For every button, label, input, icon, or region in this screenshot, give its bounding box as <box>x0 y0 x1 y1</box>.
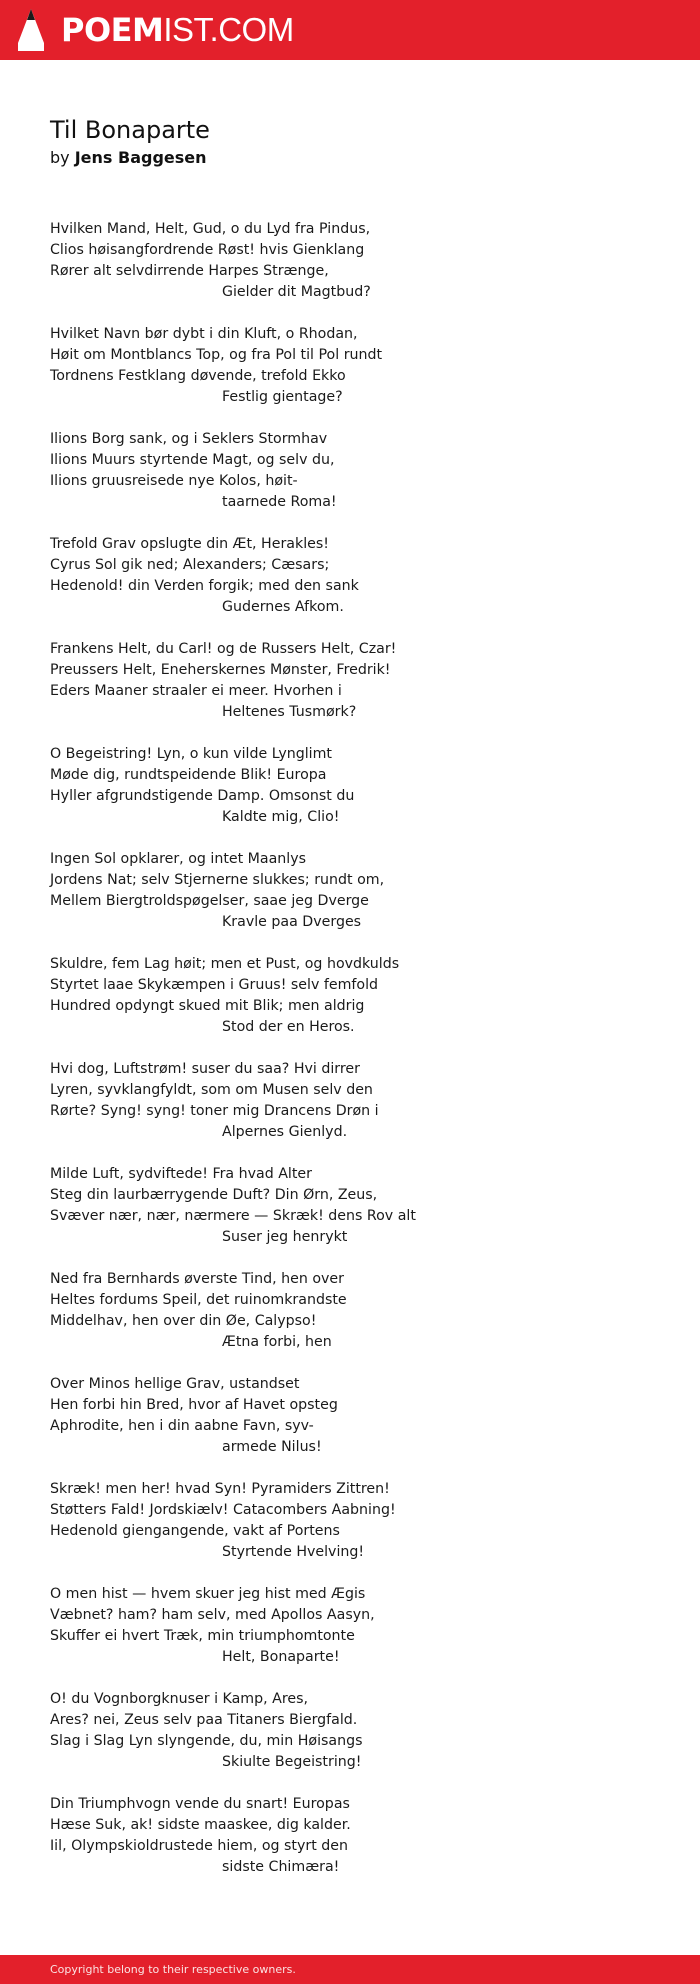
poem-line: Hvilken Mand, Helt, Gud, o du Lyd fra Pindus, <box>50 221 371 237</box>
stanza <box>50 219 670 303</box>
stanza <box>50 1689 670 1773</box>
poem-line: Ilions Muurs styrtende Magt, og selv du, <box>50 452 335 468</box>
poem-line: Heltes fordums Speil, det ruinomkrandste <box>50 1292 347 1308</box>
stanza <box>50 534 670 618</box>
poem-line: Svæver nær, nær, nærmere — Skræk! dens Rov alt <box>50 1208 416 1224</box>
poem-line: Rørte? Syng! syng! toner mig Drancens Drøn i <box>50 1103 379 1119</box>
poem-line-indented: Festlig gientage? <box>222 389 343 405</box>
poem-line: Ilions Borg sank, og i Seklers Stormhav <box>50 431 328 447</box>
by-label: by <box>50 148 70 167</box>
poem-line: Mellem Biergtroldspøgelser, saae jeg Dverge <box>50 893 369 909</box>
poem-line: Ilions gruusreisede nye Kolos, høit- <box>50 473 298 489</box>
poem-line: Hen forbi hin Bred, hvor af Havet opsteg <box>50 1397 338 1413</box>
poem-line-indented: Kravle paa Dverges <box>222 914 362 930</box>
poem-line: Lyren, syvklangfyldt, som om Musen selv den <box>50 1082 373 1098</box>
poem-line-indented: Skiulte Begeistring! <box>222 1754 362 1770</box>
poem-line: Ned fra Bernhards øverste Tind, hen over <box>50 1271 344 1287</box>
poem-line: Slag i Slag Lyn slyngende, du, min Høisangs <box>50 1733 363 1749</box>
poem-line: O men hist — hvem skuer jeg hist med Ægis <box>50 1586 366 1602</box>
poem-line: Møde dig, rundtspeidende Blik! Europa <box>50 767 327 783</box>
poem-title: Til Bonaparte <box>50 116 210 144</box>
poem-line-indented: Suser jeg henrykt <box>222 1229 348 1245</box>
poem-line-indented: Alpernes Gienlyd. <box>222 1124 348 1140</box>
poem-line: O! du Vognborgknuser i Kamp, Ares, <box>50 1691 308 1707</box>
poem-line: Støtters Fald! Jordskiælv! Catacombers Aabning! <box>50 1502 396 1518</box>
poem-byline <box>50 147 207 169</box>
stanza <box>50 429 670 513</box>
poem-line: Aphrodite, hen i din aabne Favn, syv- <box>50 1418 314 1434</box>
poem-line: Hundred opdyngt skued mit Blik; men aldrig <box>50 998 365 1014</box>
poem-line: Hæse Suk, ak! sidste maaskee, dig kalder. <box>50 1817 351 1833</box>
poem-line-indented: Helt, Bonaparte! <box>222 1649 340 1665</box>
stanza <box>50 744 670 828</box>
poem-line: Trefold Grav opslugte din Æt, Herakles! <box>50 536 329 552</box>
poem-line: Jordens Nat; selv Stjernerne slukkes; rundt om, <box>50 872 385 888</box>
poem-line: Clios høisangfordrende Røst! hvis Gienklang <box>50 242 365 258</box>
poem-line: Over Minos hellige Grav, ustandset <box>50 1376 300 1392</box>
poem-line: Væbnet? ham? ham selv, med Apollos Aasyn, <box>50 1607 375 1623</box>
logo-bold-text: POEM <box>61 11 164 49</box>
poem-line: Ingen Sol opklarer, og intet Maanlys <box>50 851 307 867</box>
poem-line: Hvilket Navn bør dybt i din Kluft, o Rhodan, <box>50 326 358 342</box>
poem-line: Iil, Olympskioldrustede hiem, og styrt den <box>50 1838 349 1854</box>
stanza <box>50 1584 670 1668</box>
poem-line: O Begeistring! Lyn, o kun vilde Lynglimt <box>50 746 332 762</box>
poem-line: Tordnens Festklang døvende, trefold Ekko <box>50 368 346 384</box>
poem-line: Steg din laurbærrygende Duft? Din Ørn, Zeus, <box>50 1187 378 1203</box>
stanza <box>50 639 670 723</box>
poem-line: Skuldre, fem Lag høit; men et Pust, og hovdkulds <box>50 956 400 972</box>
poem-line-indented: sidste Chimæra! <box>222 1859 340 1875</box>
poem-line: Milde Luft, sydviftede! Fra hvad Alter <box>50 1166 312 1182</box>
stanza <box>50 1269 670 1353</box>
poem-line: Høit om Montblancs Top, og fra Pol til Pol rundt <box>50 347 383 363</box>
stanza <box>50 324 670 408</box>
poem-body <box>50 219 670 1899</box>
poem-line: Skuffer ei hvert Træk, min triumphomtonte <box>50 1628 355 1644</box>
poem-line: Frankens Helt, du Carl! og de Russers Helt, Czar! <box>50 641 397 657</box>
poem-line: Rører alt selvdirrende Harpes Strænge, <box>50 263 329 279</box>
logo-light-text: IST.COM <box>163 11 294 48</box>
poem-line: Hedenold! din Verden forgik; med den sank <box>50 578 359 594</box>
poem-line-indented: Styrtende Hvelving! <box>222 1544 365 1560</box>
poem-line: Styrtet laae Skykæmpen i Gruus! selv femfold <box>50 977 379 993</box>
poem-line-indented: taarnede Roma! <box>222 494 337 510</box>
poem-line: Eders Maaner straaler ei meer. Hvorhen i <box>50 683 342 699</box>
author-link[interactable]: Jens Baggesen <box>74 148 207 167</box>
poem-line: Middelhav, hen over din Øe, Calypso! <box>50 1313 317 1329</box>
stanza <box>50 1164 670 1248</box>
poem-line-indented: Heltenes Tusmørk? <box>222 704 357 720</box>
poem-line: Din Triumphvogn vende du snart! Europas <box>50 1796 350 1812</box>
poem-line: Hvi dog, Luftstrøm! suser du saa? Hvi dirrer <box>50 1061 360 1077</box>
poem-line: Skræk! men her! hvad Syn! Pyramiders Zittren! <box>50 1481 390 1497</box>
poem-line: Preussers Helt, Eneherskernes Mønster, Fredrik! <box>50 662 391 678</box>
poem-line-indented: Kaldte mig, Clio! <box>222 809 340 825</box>
poem-line: Cyrus Sol gik ned; Alexanders; Cæsars; <box>50 557 330 573</box>
site-header <box>0 0 700 60</box>
stanza <box>50 1059 670 1143</box>
poem-line-indented: armede Nilus! <box>222 1439 322 1455</box>
site-logo[interactable] <box>61 10 294 50</box>
pencil-tip-icon[interactable] <box>18 9 44 51</box>
stanza <box>50 954 670 1038</box>
poem-line-indented: Gudernes Afkom. <box>222 599 344 615</box>
poem-line-indented: Gielder dit Magtbud? <box>222 284 371 300</box>
stanza <box>50 1794 670 1878</box>
copyright-text: Copyright belong to their respective owners. <box>50 1963 296 1976</box>
stanza <box>50 849 670 933</box>
poem-line: Ares? nei, Zeus selv paa Titaners Biergfald. <box>50 1712 358 1728</box>
poem-line-indented: Ætna forbi, hen <box>222 1334 332 1350</box>
poem-line: Hedenold giengangende, vakt af Portens <box>50 1523 340 1539</box>
stanza <box>50 1374 670 1458</box>
poem-line-indented: Stod der en Heros. <box>222 1019 355 1035</box>
stanza <box>50 1479 670 1563</box>
poem-line: Hyller afgrundstigende Damp. Omsonst du <box>50 788 355 804</box>
site-footer <box>0 1955 700 1984</box>
